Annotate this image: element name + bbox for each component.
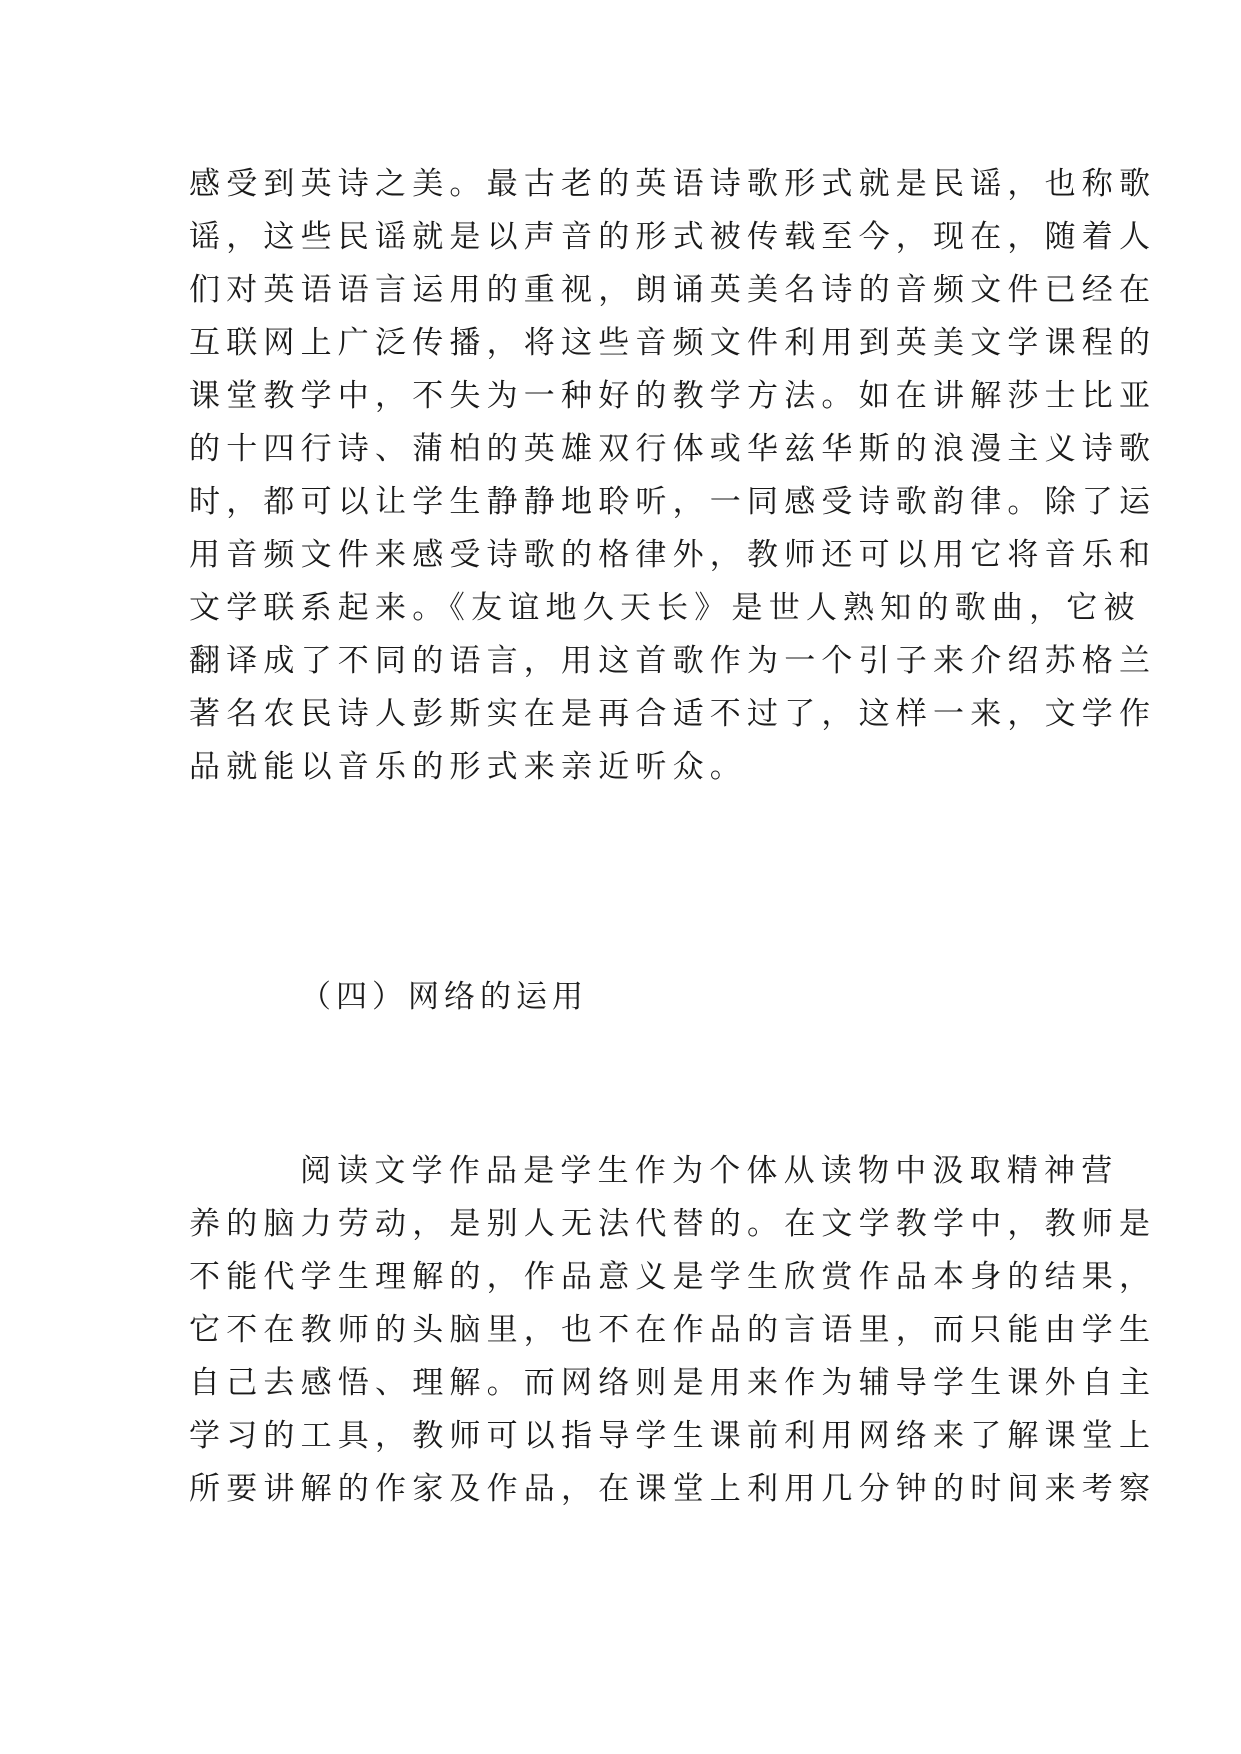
paragraph-line: 们对英语语言运用的重视，朗诵英美名诗的音频文件已经在 [189, 272, 1157, 308]
paragraph-line: 感受到英诗之美。最古老的英语诗歌形式就是民谣，也称歌 [189, 166, 1157, 202]
body-paragraph [189, 1145, 1157, 1516]
paragraph-line: 著名农民诗人彭斯实在是再合适不过了，这样一来，文学作 [189, 696, 1157, 732]
paragraph-line: 养的脑力劳动，是别人无法代替的。在文学教学中，教师是 [189, 1206, 1157, 1242]
section-heading: （四）网络的运用 [300, 979, 588, 1015]
paragraph-line: 谣，这些民谣就是以声音的形式被传载至今，现在，随着人 [189, 219, 1157, 255]
paragraph-line: 所要讲解的作家及作品，在课堂上利用几分钟的时间来考察 [189, 1471, 1157, 1507]
paragraph-first-line-indented: 阅读文学作品是学生作为个体从读物中汲取精神营 [300, 1153, 1119, 1189]
paragraph-line: 文学联系起来。《友谊地久天长》是世人熟知的歌曲，它被 [189, 590, 1141, 626]
paragraph-line: 用音频文件来感受诗歌的格律外，教师还可以用它将音乐和 [189, 537, 1157, 573]
paragraph-line: 互联网上广泛传播，将这些音频文件利用到英美文学课程的 [189, 325, 1157, 361]
paragraph-line: 课堂教学中，不失为一种好的教学方法。如在讲解莎士比亚 [189, 378, 1157, 414]
paragraph-line: 时，都可以让学生静静地聆听，一同感受诗歌韵律。除了运 [189, 484, 1157, 520]
paragraph-line: 的十四行诗、蒲柏的英雄双行体或华兹华斯的浪漫主义诗歌 [189, 431, 1157, 467]
paragraph-line: 不能代学生理解的，作品意义是学生欣赏作品本身的结果， [189, 1259, 1157, 1295]
paragraph-line: 品就能以音乐的形式来亲近听众。 [189, 749, 747, 785]
body-paragraph [189, 158, 1157, 794]
paragraph-line: 翻译成了不同的语言，用这首歌作为一个引子来介绍苏格兰 [189, 643, 1157, 679]
paragraph-line: 自己去感悟、理解。而网络则是用来作为辅导学生课外自主 [189, 1365, 1157, 1401]
paragraph-line: 学习的工具，教师可以指导学生课前利用网络来了解课堂上 [189, 1418, 1157, 1454]
paragraph-line: 它不在教师的头脑里，也不在作品的言语里，而只能由学生 [189, 1312, 1157, 1348]
